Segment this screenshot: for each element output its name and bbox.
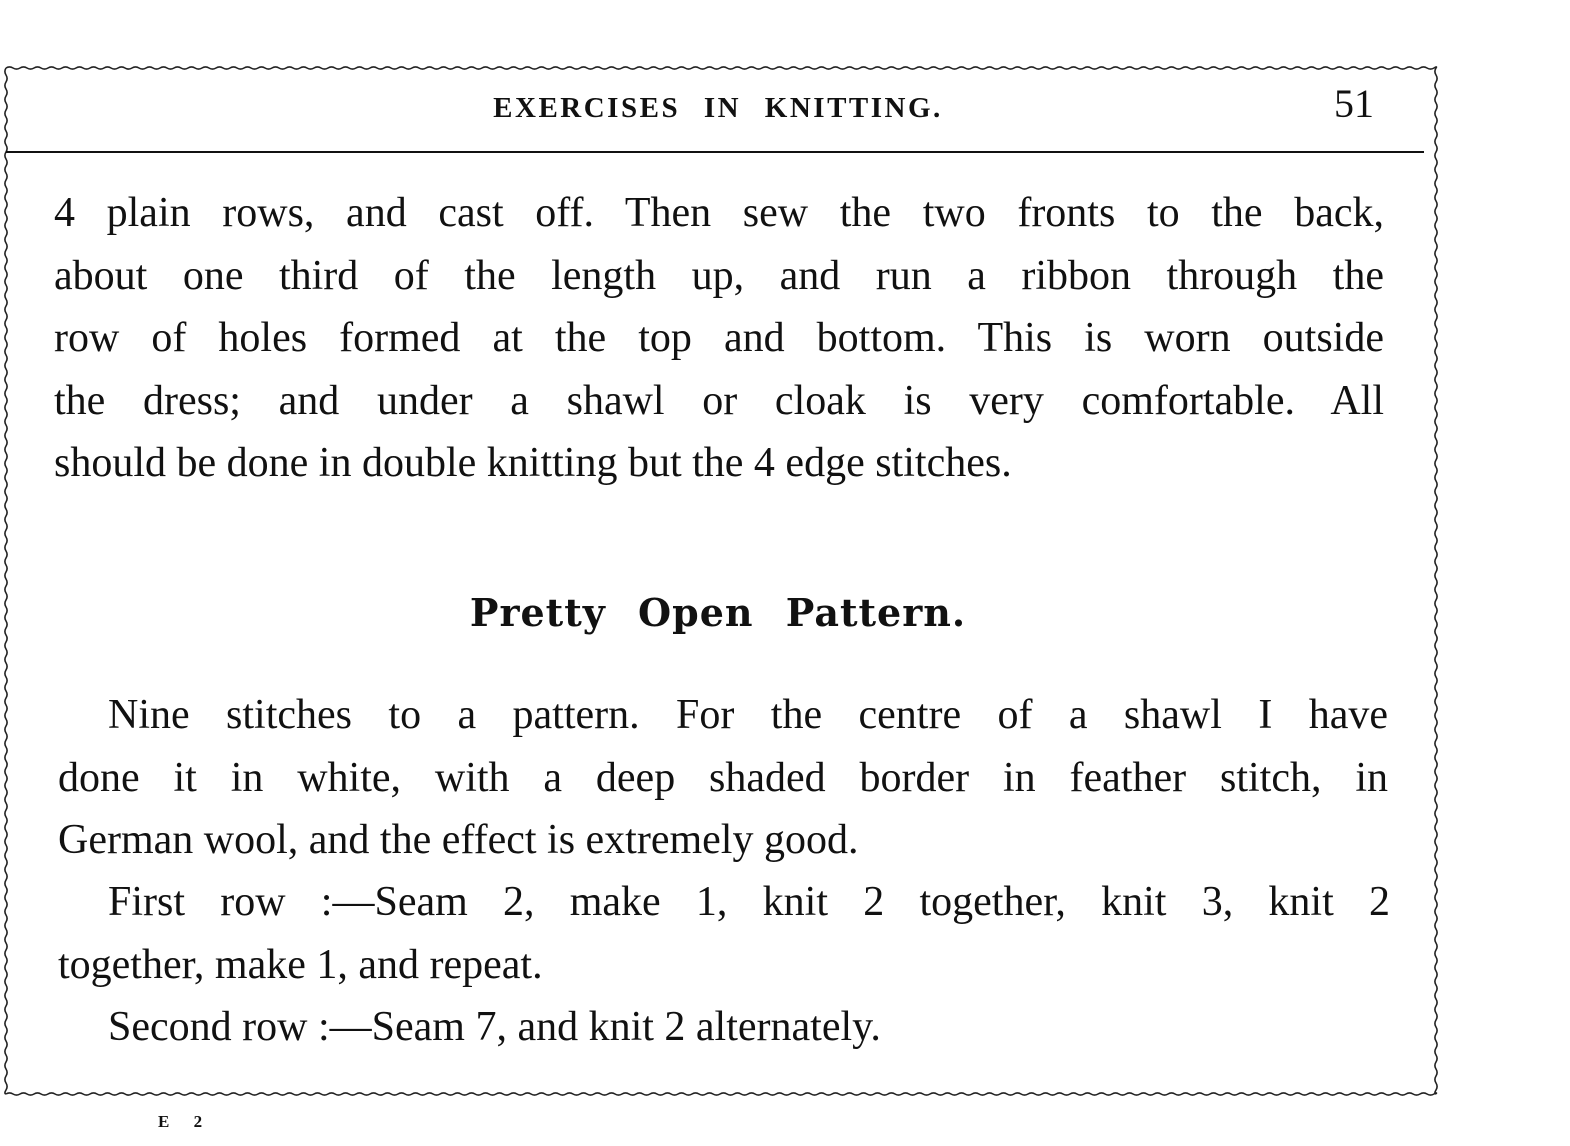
text-line: together, make 1, and repeat. xyxy=(58,941,543,988)
border-left xyxy=(5,68,7,1094)
text-line: Second row :—Seam 7, and knit 2 alternately. xyxy=(108,1004,881,1050)
signature-mark: E 2 xyxy=(158,1112,213,1131)
text-line: German wool, and the effect is extremely good. xyxy=(58,817,859,863)
text-line: about one third of the length up, and run a ribbon through the xyxy=(54,252,1384,299)
first-row-paragraph xyxy=(58,871,1390,996)
header-rule xyxy=(6,151,1424,153)
border-bottom xyxy=(6,1093,1436,1095)
continuation-paragraph xyxy=(54,182,1384,495)
section-heading: Pretty Open Pattern. xyxy=(469,590,967,635)
text-line: the dress; and under a shawl or cloak is very comfortable. All xyxy=(54,377,1384,424)
running-header-title: EXERCISES IN KNITTING. xyxy=(493,92,943,124)
text-line: should be done in double knitting but the 4 edge stitches. xyxy=(54,440,1012,486)
text-line: done it in white, with a deep shaded border in feather stitch, in xyxy=(58,754,1388,801)
second-row-paragraph xyxy=(58,996,1390,1059)
border-right xyxy=(1435,68,1437,1094)
text-line: row of holes formed at the top and bottom. This is worn outside xyxy=(54,315,1384,361)
intro-paragraph xyxy=(58,684,1388,872)
border-top xyxy=(6,67,1436,69)
page-number: 51 xyxy=(1334,81,1374,126)
text-line: 4 plain rows, and cast off. Then sew the two fronts to the back, xyxy=(54,190,1384,236)
text-line: Nine stitches to a pattern. For the centre of a shawl I have xyxy=(108,692,1388,738)
text-line: First row :—Seam 2, make 1, knit 2 together, knit 3, knit 2 xyxy=(108,879,1390,925)
